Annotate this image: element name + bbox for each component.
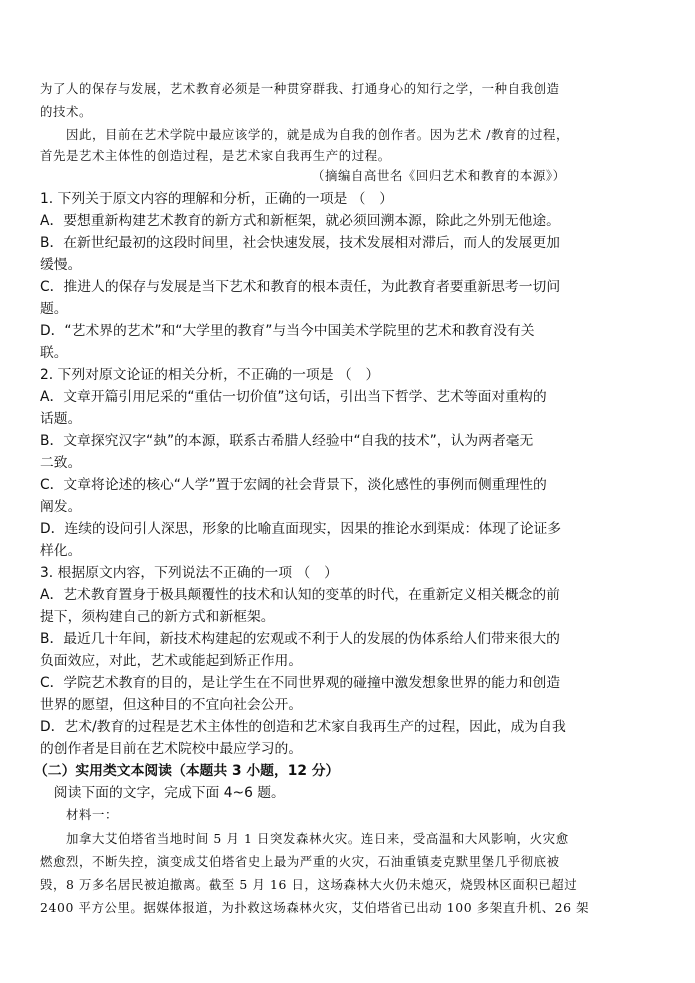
passage-line: 因此，目前在艺术学院中最应该学的，就是成为自我的创作者。因为艺术 /教育的过程， xyxy=(40,127,569,142)
question-3-option: A．艺术教育置身于极具颠覆性的技术和认知的变革的时代，在重新定义相关概念的前 xyxy=(40,587,560,603)
question-3-option: C．学院艺术教育的目的，是让学生在不同世界观的碰撞中激发想象世界的能力和创造 xyxy=(40,675,561,691)
section-heading: （二）实用类文本阅读（本题共 3 小题，12 分） xyxy=(34,763,340,779)
material-line: 2400 平方公里。据媒体报道，为扑救这场森林火灾，艾伯塔省已出动 100 多架直升机、26 架 xyxy=(40,900,590,915)
question-2-option: 样化。 xyxy=(40,543,82,559)
passage-line: 的技术。 xyxy=(40,104,92,119)
question-2-option: 阐发。 xyxy=(40,499,82,515)
passage-line: 为了人的保存与发展，艺术教育必须是一种贯穿群我、打通身心的知行之学，一种自我创造 xyxy=(40,81,560,96)
material-line: 燃愈烈，不断失控，演变成艾伯塔省史上最为严重的火灾，石油重镇麦克默里堡几乎彻底被 xyxy=(40,854,560,869)
question-1-option: B．在新世纪最初的这段时间里，社会快速发展，技术发展相对滞后，而人的发展更加 xyxy=(40,235,560,251)
question-2-option: D．连续的设问引人深思，形象的比喻直面现实，因果的推论水到渠成：体现了论证多 xyxy=(40,521,562,537)
question-1-option: 联。 xyxy=(40,345,68,361)
question-2-option: B．文章探究汉字“埶”的本源，联系古希腊人经验中“自我的技术”，认为两者毫无 xyxy=(40,433,534,449)
question-2-option: 话题。 xyxy=(40,411,82,427)
question-3-option: 提下，须构建自己的新方式和新框架。 xyxy=(40,609,275,625)
material-label: 材料一： xyxy=(40,807,118,822)
passage-line: 首先是艺术主体性的创造过程，是艺术家自我再生产的过程。 xyxy=(40,148,391,163)
question-1-option: A．要想重新构建艺术教育的新方式和新框架，就必须回溯本源，除此之外别无他途。 xyxy=(40,213,560,229)
question-2-stem: 2. 下列对原文论证的相关分析，不正确的一项是 （ ） xyxy=(40,367,380,383)
question-3-option: B．最近几十年间，新技术构建起的宏观或不利于人的发展的伪体系给人们带来很大的 xyxy=(40,631,560,647)
question-2-option: 二致。 xyxy=(40,455,82,471)
question-3-option: 的创作者是目前在艺术院校中最应学习的。 xyxy=(40,741,303,757)
question-2-option: C．文章将论述的核心“人学”置于宏阔的社会背景下，淡化感性的事例而侧重理性的 xyxy=(40,477,547,493)
question-3-option: 负面效应，对此，艺术或能起到矫正作用。 xyxy=(40,653,303,669)
section-instruction: 阅读下面的文字，完成下面 4~6 题。 xyxy=(40,785,285,801)
question-3-option: 世界的愿望，但这种目的不宜向社会公开。 xyxy=(40,697,303,713)
question-2-option: A．文章开篇引用尼采的“重估一切价值”这句话，引出当下哲学、艺术等面对重构的 xyxy=(40,389,547,405)
question-1-option: 题。 xyxy=(40,301,68,317)
question-1-option: C．推进人的保存与发展是当下艺术和教育的根本责任，为此教育者要重新思考一切问 xyxy=(40,279,561,295)
material-line: 毁，8 万多名居民被迫撤离。截至 5 月 16 日，这场森林大火仍未熄灭，烧毁林区面积已超过 xyxy=(40,877,578,892)
question-1-stem: 1. 下列关于原文内容的理解和分析，正确的一项是 （ ） xyxy=(40,191,394,207)
question-3-option: D．艺术/教育的过程是艺术主体性的创造和艺术家自我再生产的过程，因此，成为自我 xyxy=(40,719,566,735)
question-1-option: D．“艺术界的艺术”和“大学里的教育”与当今中国美术学院里的艺术和教育没有关 xyxy=(40,323,535,339)
question-1-option: 缓慢。 xyxy=(40,257,82,273)
material-line: 加拿大艾伯塔省当地时间 5 月 1 日突发森林火灾。连日来，受高温和大风影响，火灾愈 xyxy=(40,831,569,846)
passage-source: （摘编自高世名《回归艺术和教育的本源》） xyxy=(312,168,566,183)
question-3-stem: 3. 根据原文内容，下列说法不正确的一项 （ ） xyxy=(40,565,338,581)
